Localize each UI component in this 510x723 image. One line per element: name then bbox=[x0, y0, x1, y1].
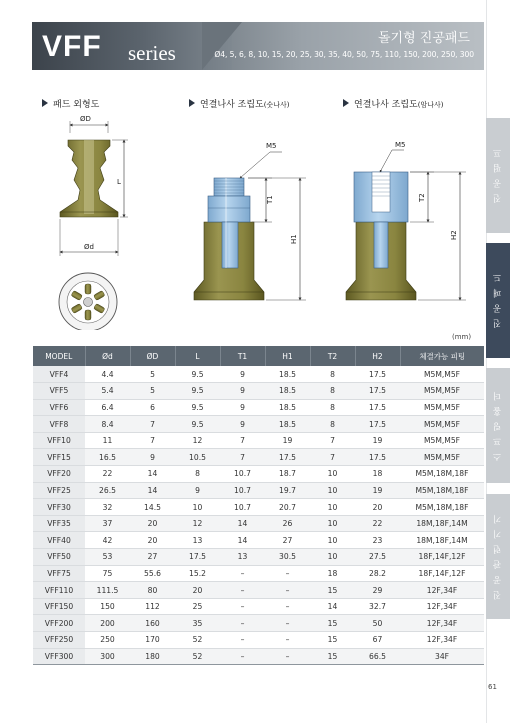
model-cell: VFF10 bbox=[33, 432, 85, 449]
l-dimension-label: L bbox=[117, 178, 121, 186]
table-cell: 112 bbox=[130, 598, 175, 615]
table-row bbox=[33, 615, 484, 632]
brand-title: VFF bbox=[42, 30, 102, 63]
table-cell: 22 bbox=[85, 466, 130, 483]
table-cell: 27 bbox=[130, 549, 175, 566]
table-row bbox=[33, 482, 484, 499]
table-cell: 14 bbox=[130, 482, 175, 499]
table-cell: 15 bbox=[310, 632, 355, 649]
table-cell: 14 bbox=[130, 466, 175, 483]
table-cell: 180 bbox=[130, 648, 175, 665]
table-cell: 32 bbox=[85, 499, 130, 516]
section-title: 연결나사 조립도 bbox=[354, 100, 418, 110]
table-cell: 7 bbox=[310, 432, 355, 449]
column-header: T1 bbox=[220, 346, 265, 366]
section-title: 연결나사 조립도 bbox=[200, 100, 264, 110]
m5-label-male: M5 bbox=[266, 142, 277, 150]
table-cell: – bbox=[220, 598, 265, 615]
model-cell: VFF40 bbox=[33, 532, 85, 549]
female-assembly-drawing bbox=[346, 141, 466, 300]
model-cell: VFF75 bbox=[33, 565, 85, 582]
table-cell: 12F,34F bbox=[400, 582, 484, 599]
table-cell: 50 bbox=[355, 615, 400, 632]
table-cell: 7 bbox=[130, 416, 175, 433]
table-row bbox=[33, 383, 484, 400]
spec-table bbox=[33, 346, 484, 665]
table-cell: 19.7 bbox=[265, 482, 310, 499]
table-cell: 14.5 bbox=[130, 499, 175, 516]
table-cell: 8 bbox=[310, 399, 355, 416]
table-cell: 28.2 bbox=[355, 565, 400, 582]
table-cell: 32.7 bbox=[355, 598, 400, 615]
table-cell: 18.5 bbox=[265, 416, 310, 433]
table-cell: 10.5 bbox=[175, 449, 220, 466]
pad-outline-drawing bbox=[59, 115, 128, 330]
table-cell: 13 bbox=[175, 532, 220, 549]
table-cell: 17.5 bbox=[355, 399, 400, 416]
table-cell: – bbox=[265, 648, 310, 665]
table-cell: – bbox=[220, 615, 265, 632]
table-cell: 9.5 bbox=[175, 416, 220, 433]
table-cell: 17.5 bbox=[355, 383, 400, 400]
table-cell: 18.5 bbox=[265, 399, 310, 416]
table-cell: M5M,M5F bbox=[400, 399, 484, 416]
table-row bbox=[33, 515, 484, 532]
table-cell: 80 bbox=[130, 582, 175, 599]
table-row bbox=[33, 499, 484, 516]
table-row bbox=[33, 648, 484, 665]
table-cell: 10 bbox=[310, 466, 355, 483]
section-suffix: (숫나사) bbox=[263, 101, 290, 109]
od-dimension-label: ØD bbox=[80, 115, 91, 123]
table-cell: 30.5 bbox=[265, 549, 310, 566]
table-cell: – bbox=[265, 632, 310, 649]
page-number: 61 bbox=[488, 683, 497, 691]
model-cell: VFF35 bbox=[33, 515, 85, 532]
table-cell: 19 bbox=[355, 482, 400, 499]
table-cell: 10.7 bbox=[220, 482, 265, 499]
table-cell: 10 bbox=[310, 515, 355, 532]
table-cell: 52 bbox=[175, 648, 220, 665]
table-cell: 10 bbox=[310, 549, 355, 566]
model-cell: VFF110 bbox=[33, 582, 85, 599]
table-cell: M5M,18M,18F bbox=[400, 482, 484, 499]
table-row bbox=[33, 432, 484, 449]
model-cell: VFF300 bbox=[33, 648, 85, 665]
table-cell: 27 bbox=[265, 532, 310, 549]
table-cell: 26.5 bbox=[85, 482, 130, 499]
table-cell: 5 bbox=[130, 366, 175, 383]
table-cell: 66.5 bbox=[355, 648, 400, 665]
table-cell: 9 bbox=[130, 449, 175, 466]
table-cell: 20 bbox=[175, 582, 220, 599]
table-cell: 9.5 bbox=[175, 366, 220, 383]
table-cell: 14 bbox=[220, 532, 265, 549]
table-cell: 18F,14F,12F bbox=[400, 549, 484, 566]
technical-drawing bbox=[0, 0, 510, 330]
table-row bbox=[33, 532, 484, 549]
table-cell: 8 bbox=[310, 383, 355, 400]
table-row bbox=[33, 632, 484, 649]
table-cell: M5M,M5F bbox=[400, 366, 484, 383]
table-cell: 12F,34F bbox=[400, 615, 484, 632]
table-cell: 5 bbox=[130, 383, 175, 400]
tab-spring-holder[interactable] bbox=[486, 368, 510, 483]
table-cell: 9.5 bbox=[175, 383, 220, 400]
t2-dimension-label: T2 bbox=[418, 193, 426, 202]
model-cell: VFF50 bbox=[33, 549, 85, 566]
table-cell: 17.5 bbox=[355, 366, 400, 383]
section-suffix: (암나사) bbox=[417, 101, 444, 109]
table-cell: 20.7 bbox=[265, 499, 310, 516]
male-assembly-drawing bbox=[194, 142, 306, 300]
table-cell: 35 bbox=[175, 615, 220, 632]
m5-label-female: M5 bbox=[395, 141, 406, 149]
table-row bbox=[33, 449, 484, 466]
table-row bbox=[33, 582, 484, 599]
table-cell: 300 bbox=[85, 648, 130, 665]
table-cell: 7 bbox=[130, 432, 175, 449]
table-cell: 12F,34F bbox=[400, 598, 484, 615]
table-row bbox=[33, 565, 484, 582]
table-cell: 111.5 bbox=[85, 582, 130, 599]
model-cell: VFF5 bbox=[33, 383, 85, 400]
table-cell: 16.5 bbox=[85, 449, 130, 466]
table-cell: 10 bbox=[310, 499, 355, 516]
table-cell: M5M,18M,18F bbox=[400, 466, 484, 483]
tab-label: 스 프 링 홀 더 bbox=[493, 389, 503, 462]
table-cell: 6 bbox=[130, 399, 175, 416]
product-title-ko: 돌기형 진공패드 bbox=[377, 31, 470, 46]
table-cell: – bbox=[265, 598, 310, 615]
column-header: H2 bbox=[355, 346, 400, 366]
table-row bbox=[33, 598, 484, 615]
table-cell: 9 bbox=[220, 399, 265, 416]
table-cell: 15 bbox=[310, 615, 355, 632]
table-cell: 9 bbox=[220, 383, 265, 400]
table-cell: 18.5 bbox=[265, 366, 310, 383]
table-row bbox=[33, 399, 484, 416]
series-label: series bbox=[128, 41, 176, 65]
table-cell: 8 bbox=[310, 416, 355, 433]
table-cell: M5M,M5F bbox=[400, 416, 484, 433]
table-cell: 55.6 bbox=[130, 565, 175, 582]
h2-dimension-label: H2 bbox=[450, 230, 458, 240]
tab-label: 진 공 패 드 bbox=[493, 272, 503, 329]
table-cell: 5.4 bbox=[85, 383, 130, 400]
table-cell: 27.5 bbox=[355, 549, 400, 566]
table-cell: 6.4 bbox=[85, 399, 130, 416]
table-cell: 12F,34F bbox=[400, 632, 484, 649]
table-cell: 15.2 bbox=[175, 565, 220, 582]
tab-label: 진 공 관 련 기 기 bbox=[493, 513, 503, 600]
table-cell: 18.5 bbox=[265, 383, 310, 400]
column-header: Ød bbox=[85, 346, 130, 366]
model-cell: VFF25 bbox=[33, 482, 85, 499]
table-row bbox=[33, 466, 484, 483]
table-cell: 8 bbox=[175, 466, 220, 483]
table-cell: 18M,18F,14M bbox=[400, 515, 484, 532]
table-cell: 14 bbox=[220, 515, 265, 532]
table-cell: – bbox=[220, 582, 265, 599]
table-cell: 22 bbox=[355, 515, 400, 532]
table-cell: – bbox=[265, 582, 310, 599]
table-cell: 53 bbox=[85, 549, 130, 566]
table-cell: 29 bbox=[355, 582, 400, 599]
table-cell: 19 bbox=[355, 432, 400, 449]
table-cell: 17.5 bbox=[265, 449, 310, 466]
table-cell: 160 bbox=[130, 615, 175, 632]
table-cell: 8 bbox=[310, 366, 355, 383]
tab-vacuum-equipment[interactable] bbox=[486, 494, 510, 619]
table-cell: 18M,18F,14M bbox=[400, 532, 484, 549]
table-cell: 7 bbox=[220, 449, 265, 466]
model-cell: VFF15 bbox=[33, 449, 85, 466]
table-cell: 9 bbox=[220, 416, 265, 433]
table-cell: 17.5 bbox=[175, 549, 220, 566]
id-dimension-label: Ød bbox=[84, 243, 94, 251]
table-cell: 20 bbox=[355, 499, 400, 516]
table-cell: – bbox=[220, 565, 265, 582]
table-cell: 52 bbox=[175, 632, 220, 649]
table-cell: 18 bbox=[355, 466, 400, 483]
table-cell: 12 bbox=[175, 432, 220, 449]
table-cell: 9 bbox=[175, 482, 220, 499]
table-cell: 34F bbox=[400, 648, 484, 665]
model-cell: VFF20 bbox=[33, 466, 85, 483]
column-header: MODEL bbox=[33, 346, 85, 366]
table-row bbox=[33, 366, 484, 383]
table-cell: 11 bbox=[85, 432, 130, 449]
column-header: H1 bbox=[265, 346, 310, 366]
table-cell: 17.5 bbox=[355, 416, 400, 433]
tab-label: 진 공 펌 프 bbox=[493, 147, 503, 204]
model-cell: VFF4 bbox=[33, 366, 85, 383]
table-cell: 10.7 bbox=[220, 499, 265, 516]
table-cell: 10 bbox=[175, 499, 220, 516]
model-cell: VFF150 bbox=[33, 598, 85, 615]
table-row bbox=[33, 549, 484, 566]
table-cell: – bbox=[265, 615, 310, 632]
table-cell: 8.4 bbox=[85, 416, 130, 433]
table-cell: 75 bbox=[85, 565, 130, 582]
table-cell: 9.5 bbox=[175, 399, 220, 416]
table-cell: 13 bbox=[220, 549, 265, 566]
table-cell: 18F,14F,12F bbox=[400, 565, 484, 582]
table-cell: 200 bbox=[85, 615, 130, 632]
table-row bbox=[33, 416, 484, 433]
table-cell: 18.7 bbox=[265, 466, 310, 483]
table-cell: 7 bbox=[220, 432, 265, 449]
t1-dimension-label: T1 bbox=[266, 195, 274, 204]
table-cell: 23 bbox=[355, 532, 400, 549]
table-cell: 18 bbox=[310, 565, 355, 582]
h1-dimension-label: H1 bbox=[290, 234, 298, 244]
table-cell: 150 bbox=[85, 598, 130, 615]
table-cell: 19 bbox=[265, 432, 310, 449]
column-header: ØD bbox=[130, 346, 175, 366]
table-cell: 37 bbox=[85, 515, 130, 532]
table-cell: 20 bbox=[130, 532, 175, 549]
table-cell: 4.4 bbox=[85, 366, 130, 383]
table-cell: M5M,M5F bbox=[400, 432, 484, 449]
model-cell: VFF200 bbox=[33, 615, 85, 632]
table-cell: – bbox=[220, 632, 265, 649]
table-cell: 170 bbox=[130, 632, 175, 649]
model-cell: VFF6 bbox=[33, 399, 85, 416]
table-header-row bbox=[33, 346, 484, 366]
table-cell: 17.5 bbox=[355, 449, 400, 466]
column-header: L bbox=[175, 346, 220, 366]
column-header: T2 bbox=[310, 346, 355, 366]
table-cell: 25 bbox=[175, 598, 220, 615]
table-cell: 10 bbox=[310, 482, 355, 499]
table-cell: 26 bbox=[265, 515, 310, 532]
table-cell: 9 bbox=[220, 366, 265, 383]
model-cell: VFF8 bbox=[33, 416, 85, 433]
table-cell: M5M,M5F bbox=[400, 383, 484, 400]
table-cell: M5M,M5F bbox=[400, 449, 484, 466]
column-header: 체결가능 피팅 bbox=[400, 346, 484, 366]
table-cell: 67 bbox=[355, 632, 400, 649]
unit-label: (mm) bbox=[452, 333, 472, 341]
table-cell: M5M,18M,18F bbox=[400, 499, 484, 516]
table-cell: 10 bbox=[310, 532, 355, 549]
model-cell: VFF30 bbox=[33, 499, 85, 516]
section-title: 패드 외형도 bbox=[53, 100, 100, 110]
model-cell: VFF250 bbox=[33, 632, 85, 649]
table-cell: 10.7 bbox=[220, 466, 265, 483]
table-cell: 42 bbox=[85, 532, 130, 549]
table-cell: – bbox=[265, 565, 310, 582]
table-cell: 15 bbox=[310, 582, 355, 599]
table-cell: 14 bbox=[310, 598, 355, 615]
table-cell: – bbox=[220, 648, 265, 665]
table-cell: 250 bbox=[85, 632, 130, 649]
table-cell: 20 bbox=[130, 515, 175, 532]
size-list: Ø4, 5, 6, 8, 10, 15, 20, 25, 30, 35, 40, 50, 75, 110, 150, 200, 250, 300 bbox=[214, 50, 474, 59]
table-cell: 12 bbox=[175, 515, 220, 532]
table-cell: 15 bbox=[310, 648, 355, 665]
table-cell: 7 bbox=[310, 449, 355, 466]
